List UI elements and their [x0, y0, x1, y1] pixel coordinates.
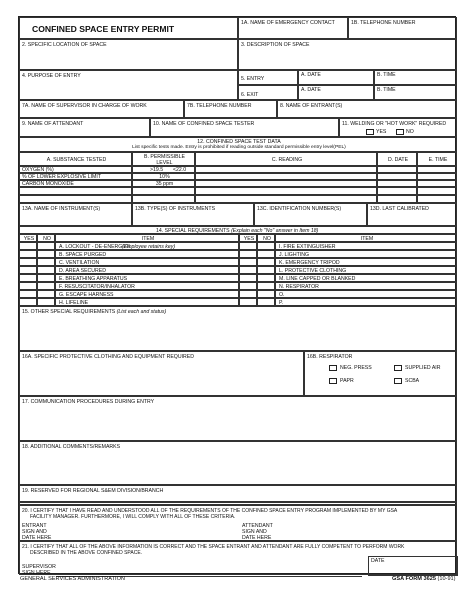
purpose-label: 4. PURPOSE OF ENTRY — [22, 73, 81, 79]
scba-label: SCBA — [405, 378, 420, 384]
level-cell — [132, 180, 195, 187]
entrant-sign-label-3: DATE HERE — [22, 535, 52, 541]
special-item-right — [275, 250, 457, 258]
left-yes-box[interactable] — [19, 266, 37, 274]
hot-work-label: 11. WELDING OR "HOT WORK" REQUIRED — [342, 121, 447, 127]
right-yes-box[interactable] — [239, 282, 257, 290]
special-item-left-label: F. RESUSCITATOR/INHALATOR — [59, 284, 135, 290]
exit-date-field[interactable] — [298, 85, 374, 100]
date-cell[interactable] — [377, 173, 417, 180]
location-label: 2. SPECIFIC LOCATION OF SPACE — [22, 42, 107, 48]
purpose-field[interactable] — [19, 70, 238, 100]
entry-time-label: B. TIME — [377, 72, 396, 78]
instrument-type-field[interactable] — [132, 203, 254, 226]
instrument-name-label: 13A. NAME OF INSTRUMENT(S) — [22, 206, 101, 212]
entry-time-field[interactable] — [374, 70, 457, 85]
special-item-right — [275, 242, 457, 250]
protective-equipment-label: 16A. SPECIFIC PROTECTIVE CLOTHING AND EQUIPMENT REQUIRED — [22, 354, 194, 360]
col-permissible-label-2: LEVEL — [156, 160, 173, 166]
reserved-label: 19. RESERVED FOR REGIONAL S&EM DIVISION/BRANCH — [22, 488, 164, 494]
communication-field[interactable] — [19, 396, 457, 441]
col-permissible — [132, 152, 195, 166]
certification-supervisor-section — [19, 541, 457, 575]
right-yes-box[interactable] — [239, 266, 257, 274]
left-no-box[interactable] — [37, 258, 55, 266]
special-item-left — [55, 282, 239, 290]
col-substance — [19, 152, 132, 166]
exit-label: 6. EXIT — [241, 92, 259, 98]
footer-agency: GENERAL SERVICES ADMINISTRATION — [20, 576, 125, 582]
no-col-header — [37, 234, 55, 242]
description-field[interactable] — [238, 39, 457, 70]
substance-cell[interactable] — [19, 195, 132, 203]
item-col-header-label: ITEM — [360, 236, 374, 242]
special-item-right-label: M. LINE CAPPED OR BLANKED — [279, 276, 356, 282]
respirator-label: 16B. RESPIRATOR — [307, 354, 353, 360]
right-no-box[interactable] — [257, 282, 275, 290]
comments-field[interactable] — [19, 441, 457, 485]
permit-form — [18, 16, 456, 574]
tester-field[interactable] — [150, 118, 339, 137]
substance-cell[interactable] — [19, 173, 132, 180]
left-no-box[interactable] — [37, 266, 55, 274]
col-time-label: E. TIME — [428, 157, 448, 163]
attendant-sign-label-1: ATTENDANT — [242, 523, 273, 529]
level-cell[interactable] — [132, 187, 195, 195]
left-yes-box[interactable] — [19, 274, 37, 282]
special-item-right-label: N. RESPIRATOR — [279, 284, 319, 290]
test-row — [19, 180, 457, 187]
test-row — [19, 187, 457, 195]
left-yes-box[interactable] — [19, 242, 37, 250]
neg-press-checkbox[interactable] — [329, 365, 337, 371]
hot-work-no-checkbox[interactable] — [396, 129, 404, 135]
time-cell[interactable] — [417, 187, 457, 195]
hot-work-yes-label: YES — [376, 129, 387, 135]
special-item-right-label: K. EMERGENCY TRIPOD — [279, 260, 340, 266]
instrument-id-label: 13C. IDENTIFICATION NUMBER(S) — [257, 206, 342, 212]
comments-label: 18. ADDITIONAL COMMENTS/REMARKS — [22, 444, 121, 450]
supervisor-phone-field[interactable] — [184, 100, 277, 118]
special-item-right — [275, 266, 457, 274]
left-no-box[interactable] — [37, 290, 55, 298]
special-item-left — [55, 258, 239, 266]
reading-cell[interactable] — [195, 166, 377, 173]
left-yes-box[interactable] — [19, 298, 37, 306]
special-item-left — [55, 242, 239, 250]
footer-form-rev: (10-91) — [437, 576, 456, 582]
reading-cell[interactable] — [195, 187, 377, 195]
supervisor-sign-label-2: SIGN HERE — [22, 570, 51, 576]
test-data-title: 12. CONFINED SPACE TEST DATA — [197, 139, 281, 145]
right-no-box[interactable] — [257, 258, 275, 266]
test-data-header — [19, 137, 457, 152]
level-max-text: <22.0 — [173, 167, 187, 173]
substance-cell[interactable] — [19, 180, 132, 187]
special-item-left-label: C. VENTILATION — [59, 260, 100, 266]
other-requirements-field[interactable] — [19, 306, 457, 351]
col-permissible-label-1: B. PERMISSIBLE — [144, 154, 185, 160]
item-col-header-label: ITEM — [141, 236, 155, 242]
reading-cell[interactable] — [195, 173, 377, 180]
time-cell[interactable] — [417, 166, 457, 173]
col-reading — [195, 152, 377, 166]
right-no-box[interactable] — [257, 266, 275, 274]
item-col-header — [275, 234, 457, 242]
title-cell — [19, 17, 238, 39]
special-item-left-label: A. LOCKOUT - DE-ENERGIZE — [59, 244, 131, 250]
date-cell[interactable] — [377, 187, 417, 195]
time-cell[interactable] — [417, 173, 457, 180]
col-date-label: D. DATE — [387, 157, 409, 163]
left-no-box[interactable] — [37, 298, 55, 306]
exit-cell — [238, 85, 298, 100]
left-no-box[interactable] — [37, 250, 55, 258]
test-data-note: List specific tests made. Entry is prohibited if reading outside standard permissible entry level(PEL) — [132, 145, 346, 150]
entrants-field[interactable] — [277, 100, 457, 118]
special-item-right — [275, 282, 457, 290]
right-no-box[interactable] — [257, 290, 275, 298]
attendant-sign-label-3: DATE HERE — [242, 535, 272, 541]
col-date — [377, 152, 417, 166]
entrants-label: 8. NAME OF ENTRANT(S) — [280, 103, 343, 109]
left-yes-box[interactable] — [19, 290, 37, 298]
exit-time-label: B. TIME — [377, 87, 396, 93]
calibrated-label: 13D. LAST CALIBRATED — [370, 206, 429, 212]
substance-text: CARBON MONOXIDE — [22, 181, 74, 187]
supplied-air-label: SUPPLIED AIR — [405, 365, 441, 371]
test-row — [19, 173, 457, 180]
level-cell — [132, 173, 195, 180]
special-item-left — [55, 298, 239, 306]
lockout-note: (Employee retains key) — [122, 244, 176, 250]
left-no-box[interactable] — [37, 242, 55, 250]
yes-col-header-label: YES — [243, 236, 255, 242]
level-min-text: 10% — [159, 174, 170, 180]
test-row — [19, 195, 457, 203]
exit-time-field[interactable] — [374, 85, 457, 100]
left-yes-box[interactable] — [19, 258, 37, 266]
exit-date-label: A. DATE — [301, 87, 321, 93]
special-item-left — [55, 290, 239, 298]
right-yes-box[interactable] — [239, 242, 257, 250]
entrant-sign-label-1: ENTRANT — [22, 523, 47, 529]
special-item-left-label: H. LIFELINE — [59, 300, 89, 306]
right-no-box[interactable] — [257, 274, 275, 282]
special-item-right — [275, 290, 457, 298]
special-req-title-note: (Explain each "No" answer in Item 18) — [231, 228, 319, 234]
test-row — [19, 166, 457, 173]
no-col-header-label: NO — [263, 236, 271, 242]
special-item-left-label: B. SPACE PURGED — [59, 252, 107, 258]
cert20-line-1: 20. I CERTIFY THAT I HAVE READ AND UNDERSTOOD ALL OF THE REQUIREMENTS OF THE CONFINED SPACE ENTRY PROGRAM IMPLEMENTED BY MY GSA — [22, 508, 398, 514]
special-item-right-label: I. FIRE EXTINGUISHER — [279, 244, 336, 250]
special-item-left — [55, 250, 239, 258]
substance-cell[interactable] — [19, 166, 132, 173]
cert21-line-2: DESCRIBED IN THE ABOVE CONFINED SPACE. — [30, 550, 143, 556]
cert21-line-1: 21. I CERTIFY THAT ALL OF THE ABOVE INFORMATION IS CORRECT AND THE SPACE ENTRANT AND ATTENDANT ARE FULLY COMPETENT TO PERFORM WORK — [22, 544, 405, 550]
special-req-header — [19, 226, 457, 234]
special-item-right-label: J. LIGHTING — [279, 252, 309, 258]
reading-cell[interactable] — [195, 180, 377, 187]
reserved-field[interactable] — [19, 485, 457, 502]
right-no-box[interactable] — [257, 242, 275, 250]
instrument-type-label: 13B. TYPE(S) OF INSTRUMENTS — [135, 206, 216, 212]
location-field[interactable] — [19, 39, 238, 70]
other-requirements-text: 15. OTHER SPECIAL REQUIREMENTS — [22, 309, 116, 315]
respirator-cell — [304, 351, 457, 396]
entry-date-label: A. DATE — [301, 72, 321, 78]
papr-label: PAPR — [340, 378, 354, 384]
hot-work-yes-checkbox[interactable] — [366, 129, 374, 135]
attendant-field[interactable] — [19, 118, 150, 137]
protective-equipment-field[interactable] — [19, 351, 304, 396]
cert21-date-label: DATE — [371, 558, 385, 564]
tester-label: 10. NAME OF CONFINED SPACE TESTER — [153, 121, 255, 127]
special-req-title-text: 14. SPECIAL REQUIREMENTS — [156, 228, 230, 234]
col-time — [417, 152, 457, 166]
level-min-text: 35 ppm — [155, 181, 174, 187]
col-substance-label: A. SUBSTANCE TESTED — [46, 157, 107, 163]
entry-date-field[interactable] — [298, 70, 374, 85]
special-item-right-label: O. — [279, 292, 285, 298]
right-yes-box[interactable] — [239, 258, 257, 266]
yes-col-header — [19, 234, 37, 242]
substance-text: % OF LOWER EXPLOSIVE LIMIT — [22, 174, 101, 180]
right-yes-box[interactable] — [239, 274, 257, 282]
scba-checkbox[interactable] — [394, 378, 402, 384]
time-cell[interactable] — [417, 195, 457, 203]
supervisor-phone-label: 7B. TELEPHONE NUMBER — [187, 103, 252, 109]
level-min-text: >19.5 — [150, 167, 164, 173]
footer-form-number — [392, 576, 456, 583]
no-col-header-label: NO — [43, 236, 51, 242]
certification-entrant-section — [19, 505, 457, 541]
supervisor-field[interactable] — [19, 100, 184, 118]
entry-cell — [238, 70, 298, 85]
calibrated-field[interactable] — [367, 203, 457, 226]
hot-work-cell — [339, 118, 457, 137]
entrant-sign-label-2: SIGN AND — [22, 529, 47, 535]
level-cell[interactable] — [132, 195, 195, 203]
time-cell[interactable] — [417, 180, 457, 187]
other-requirements-label — [22, 309, 166, 315]
special-item-right-label: P. — [279, 300, 284, 306]
instrument-name-field[interactable] — [19, 203, 132, 226]
emergency-phone-field[interactable] — [348, 17, 457, 39]
special-item-left-label: D. AREA SECURED — [59, 268, 106, 274]
special-item-left — [55, 274, 239, 282]
supervisor-label: 7A. NAME OF SUPERVISOR IN CHARGE OF WORK — [22, 103, 147, 109]
date-cell[interactable] — [377, 166, 417, 173]
yes-col-header — [239, 234, 257, 242]
special-item-right — [275, 258, 457, 266]
form-title: CONFINED SPACE ENTRY PERMIT — [32, 24, 175, 34]
description-label: 3. DESCRIPTION OF SPACE — [241, 42, 310, 48]
special-item-left — [55, 266, 239, 274]
right-yes-box[interactable] — [239, 298, 257, 306]
yes-col-header-label: YES — [23, 236, 35, 242]
supervisor-sign-label-1: SUPERVISOR — [22, 564, 56, 570]
left-no-box[interactable] — [37, 282, 55, 290]
date-cell[interactable] — [377, 195, 417, 203]
hot-work-no-label: NO — [406, 129, 414, 135]
special-item-left-label: G. ESCAPE HARNESS — [59, 292, 114, 298]
attendant-sign-label-2: SIGN AND — [242, 529, 267, 535]
col-reading-label: C. READING — [271, 157, 303, 163]
instrument-id-field[interactable] — [254, 203, 367, 226]
special-item-right — [275, 298, 457, 306]
communication-label: 17. COMMUNICATION PROCEDURES DURING ENTRY — [22, 399, 155, 405]
papr-checkbox[interactable] — [329, 378, 337, 384]
level-cell — [132, 166, 195, 173]
left-yes-box[interactable] — [19, 250, 37, 258]
cert21-date-field[interactable] — [368, 556, 458, 576]
right-no-box[interactable] — [257, 250, 275, 258]
attendant-label: 9. NAME OF ATTENDANT — [22, 121, 84, 127]
right-no-box[interactable] — [257, 298, 275, 306]
supplied-air-checkbox[interactable] — [394, 365, 402, 371]
neg-press-label: NEG. PRESS — [340, 365, 372, 371]
footer-form-name: GSA FORM 3625 — [392, 576, 436, 582]
emergency-contact-label: 1A. NAME OF EMERGENCY CONTACT — [241, 20, 335, 26]
entry-label: 5. ENTRY — [241, 76, 265, 82]
other-requirements-note: (List each and status) — [116, 309, 167, 315]
substance-cell[interactable] — [19, 187, 132, 195]
no-col-header — [257, 234, 275, 242]
right-yes-box[interactable] — [239, 250, 257, 258]
special-item-right-label: L. PROTECTIVE CLOTHING — [279, 268, 347, 274]
right-yes-box[interactable] — [239, 290, 257, 298]
emergency-phone-label: 1B. TELEPHONE NUMBER — [351, 20, 416, 26]
substance-text: OXYGEN (%) — [22, 167, 54, 173]
special-item-right — [275, 274, 457, 282]
cert20-line-2: FACILITY MANAGER. FURTHERMORE, I WILL COMPLY WITH ALL OF THESE CRITERIA. — [30, 514, 236, 520]
reading-cell[interactable] — [195, 195, 377, 203]
item-col-header — [55, 234, 239, 242]
emergency-contact-field[interactable] — [238, 17, 348, 39]
special-req-grid — [19, 234, 457, 306]
left-yes-box[interactable] — [19, 282, 37, 290]
left-no-box[interactable] — [37, 274, 55, 282]
special-item-left-label: E. BREATHING APPARATUS — [59, 276, 128, 282]
date-cell[interactable] — [377, 180, 417, 187]
